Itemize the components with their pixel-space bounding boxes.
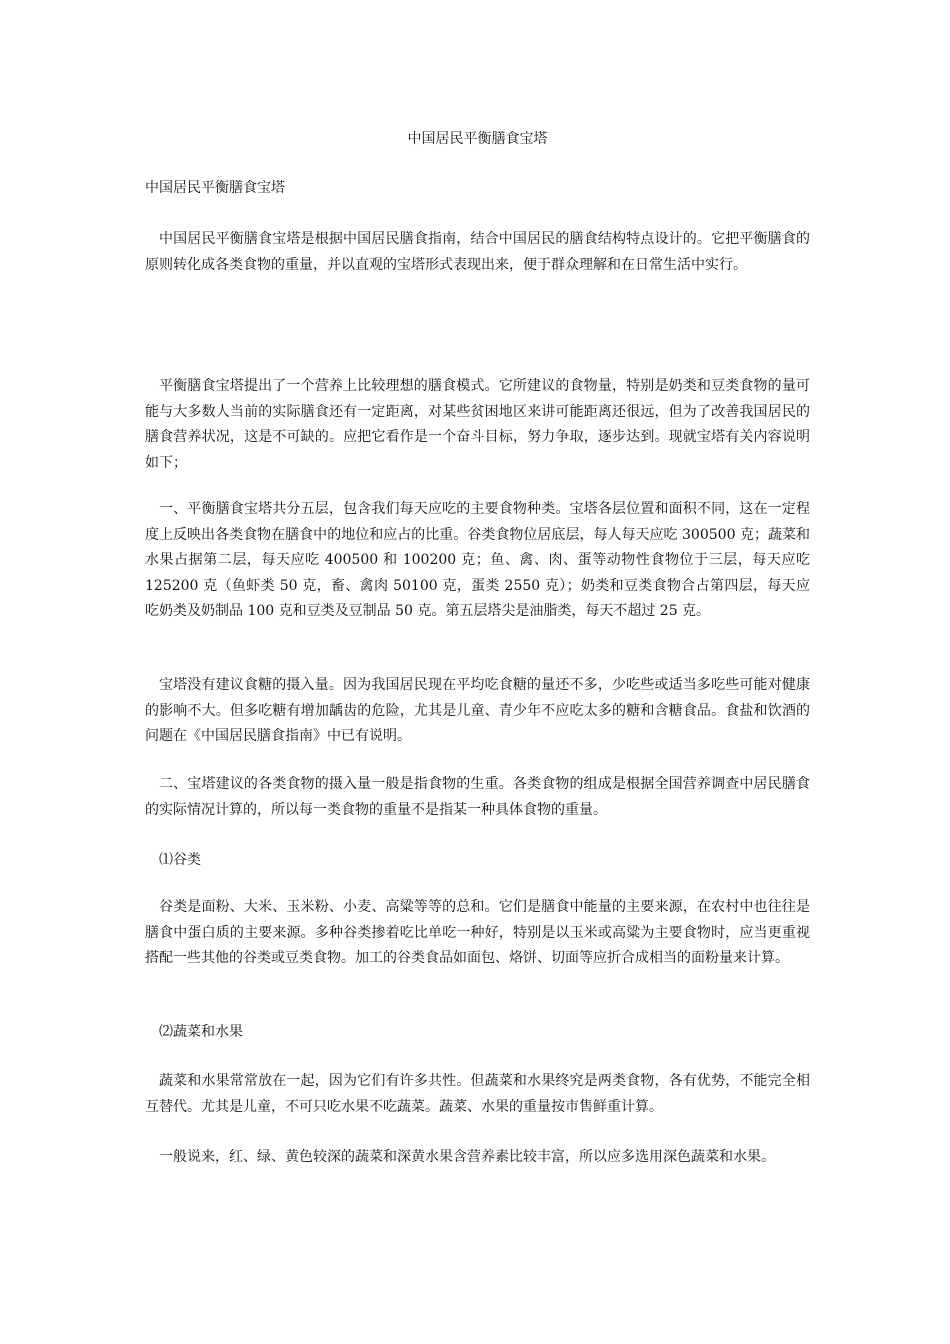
section-heading: 中国居民平衡膳食宝塔	[145, 180, 285, 196]
paragraph-sugar: 宝塔没有建议食糖的摄入量。因为我国居民现在平均吃食糖的量还不多，少吃些或适当多吃些可能对健康的影响不大。但多吃糖有增加龋齿的危险，尤其是儿童、青少年不应吃太多的糖和含糖食品。食盐和饮酒的问题在《中国居民膳食指南》中已有说明。	[145, 677, 810, 744]
document-title: 中国居民平衡膳食宝塔	[407, 131, 548, 147]
paragraph-vegetables-fruits: 蔬菜和水果常常放在一起，因为它们有许多共性。但蔬菜和水果终究是两类食物，各有优势，不能完全相互替代。尤其是儿童，不可只吃水果不吃蔬菜。蔬菜、水果的重量按市售鲜重计算。	[145, 1073, 810, 1115]
paragraph-dark-vegetables: 一般说来，红、绿、黄色较深的蔬菜和深黄水果含营养素比较丰富，所以应多选用深色蔬菜和水果。	[159, 1149, 775, 1165]
intro-paragraph: 中国居民平衡膳食宝塔是根据中国居民膳食指南，结合中国居民的膳食结构特点设计的。它把平衡膳食的原则转化成各类食物的重量，并以直观的宝塔形式表现出来，便于群众理解和在日常生活中实行。	[145, 231, 810, 273]
paragraph-model: 平衡膳食宝塔提出了一个营养上比较理想的膳食模式。它所建议的食物量，特别是奶类和豆类食物的量可能与大多数人当前的实际膳食还有一定距离，对某些贫困地区来讲可能距离还很远，但为了改善我国居民的膳食营养状况，这是不可缺的。应把它看作是一个奋斗目标，努力争取，逐步达到。现就宝塔有关内容说明如下；	[145, 378, 810, 471]
subheading-grains: ⑴谷类	[159, 852, 201, 868]
paragraph-raw-weight: 二、宝塔建议的各类食物的摄入量一般是指食物的生重。各类食物的组成是根据全国营养调查中居民膳食的实际情况计算的，所以每一类食物的重量不是指某一种具体食物的重量。	[145, 776, 810, 818]
paragraph-pagoda-layers: 一、平衡膳食宝塔共分五层，包含我们每天应吃的主要食物种类。宝塔各层位置和面积不同，这在一定程度上反映出各类食物在膳食中的地位和应占的比重。谷类食物位居底层，每人每天应吃 300500 克；蔬菜和水果占据第二层，每天应吃 400500 和 100200 克；鱼、禽、肉、蛋等动物性食物位于三层，每天应吃 125200 克（鱼虾类 50 克，畜、禽肉 50100 克，蛋类 2550 克）；奶类和豆类食物合占第四层，每天应吃奶类及奶制品 100 克和豆类及豆制品 50 克。第五层塔尖是油脂类，每天不超过 25 克。	[145, 501, 810, 619]
subheading-vegetables-fruits: ⑵蔬菜和水果	[159, 1024, 243, 1040]
paragraph-grains: 谷类是面粉、大米、玉米粉、小麦、高粱等等的总和。它们是膳食中能量的主要来源，在农村中也往往是膳食中蛋白质的主要来源。多种谷类掺着吃比单吃一种好，特别是以玉米或高粱为主要食物时，应当更重视搭配一些其他的谷类或豆类食物。加工的谷类食品如面包、烙饼、切面等应折合成相当的面粉量来计算。	[145, 899, 810, 966]
